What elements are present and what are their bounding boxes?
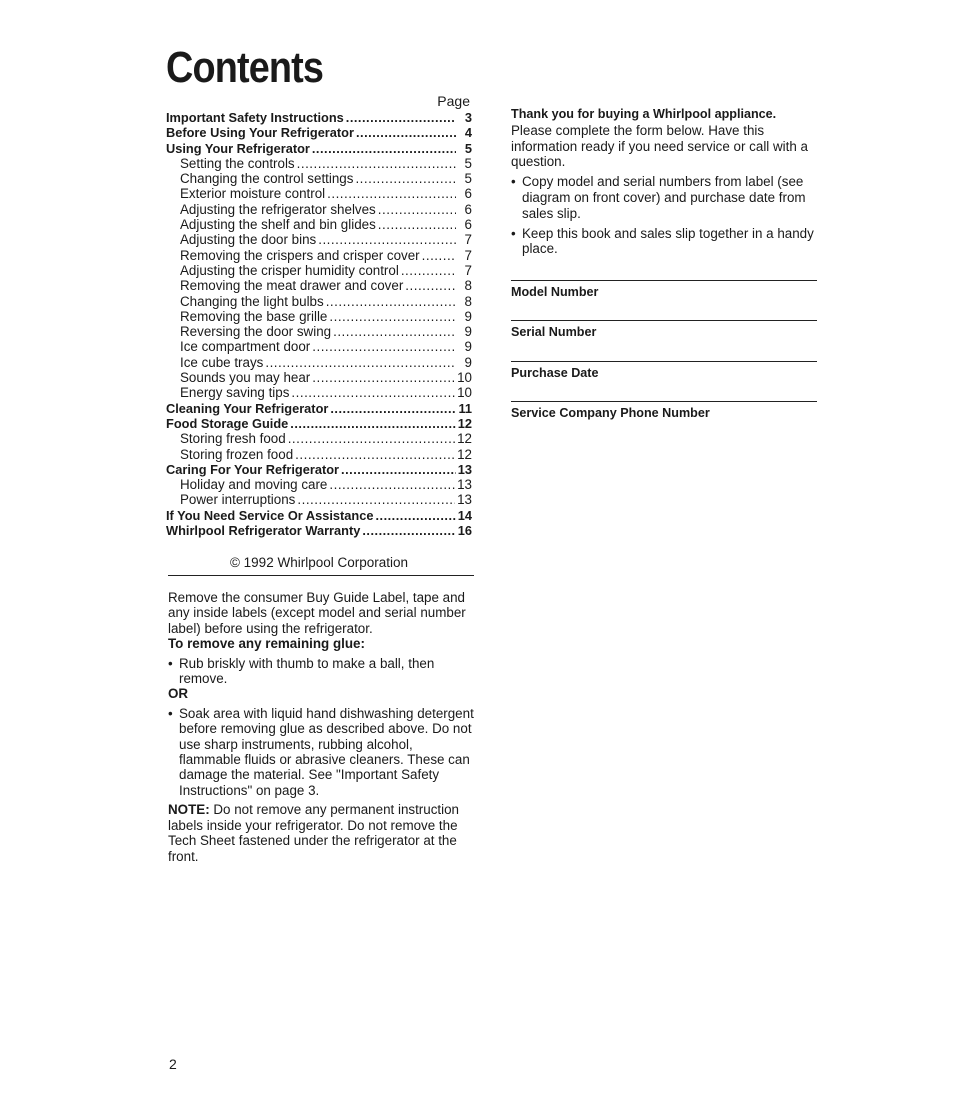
toc-entry-page: 16 [457,523,472,539]
toc-leader-dots [355,171,456,186]
toc-entry-label: Power interruptions [180,492,296,508]
toc-leader-dots [333,324,456,339]
or-label: OR [168,686,189,702]
purchase-date-label: Purchase Date [511,366,599,380]
toc-leader-dots [329,477,455,492]
toc-entry-label: Food Storage Guide [166,415,289,431]
note-paragraph [168,802,478,864]
toc-entry-page: 11 [458,400,472,416]
toc-leader-dots [346,110,456,125]
field-rule [511,361,817,362]
toc-entry-page: 5 [464,140,472,156]
toc-leader-dots [341,462,456,477]
toc-leader-dots [378,217,456,232]
toc-leader-dots [327,186,456,201]
field-rule [511,401,817,402]
toc-entry-label: If You Need Service Or Assistance [166,507,374,523]
toc-entry-label: Storing fresh food [180,431,286,447]
toc-leader-dots [312,141,456,156]
toc-leader-dots [318,232,456,247]
toc-leader-dots [378,202,456,217]
toc-leader-dots [405,278,456,293]
toc-entry-label: Ice cube trays [180,354,264,370]
toc-leader-dots [290,416,455,431]
toc-entry-page: 7 [464,232,472,248]
toc-entry [166,523,472,538]
toc-entry-page: 6 [464,217,472,233]
toc-entry [166,401,472,416]
toc-leader-dots [297,156,456,171]
toc-entry [166,431,472,446]
bullet-text: Rub briskly with thumb to make a ball, then remove. [179,655,435,687]
field-rule [511,320,817,321]
toc-entry-label: Energy saving tips [180,385,290,401]
toc-leader-dots [295,447,455,462]
toc-entry [166,202,472,217]
toc-entry [166,171,472,186]
bullet-icon: • [511,225,516,241]
toc-leader-dots [362,523,455,538]
toc-entry-label: Adjusting the shelf and bin glides [180,217,376,233]
toc-entry-page: 13 [457,477,472,493]
note-label: NOTE: [168,802,210,818]
toc-entry-page: 4 [464,125,472,141]
toc-entry-page: 8 [464,278,472,294]
toc-entry [166,125,472,140]
note-text: Do not remove any permanent instruction labels inside your refrigerator. Do not remove the Tech Sheet fastened under the refrigerator at the front. [168,802,459,864]
toc-entry-label: Whirlpool Refrigerator Warranty [166,523,361,539]
toc-entry-page: 6 [464,201,472,217]
list-item [511,226,817,258]
toc-entry-page: 8 [464,293,472,309]
toc-entry [166,263,472,278]
label-removal-instructions [168,590,478,864]
toc-entry [166,447,472,462]
toc-entry-label: Removing the meat drawer and cover [180,278,404,294]
bullet-icon: • [168,655,173,671]
toc-entry [166,477,472,492]
toc-entry [166,186,472,201]
table-of-contents [166,92,472,538]
toc-leader-dots [330,401,456,416]
toc-entry-page: 7 [464,262,472,278]
model-number-label: Model Number [511,285,599,299]
bullet-text: Soak area with liquid hand dishwashing detergent before removing glue as described above. Do not use sharp instruments, rubbing alcohol, flammable fluids or abrasive cleaners. These can damage the material. See "Important Safety Instructions" on page 3. [179,705,474,798]
field-rule [511,280,817,281]
toc-entry-label: Reversing the door swing [180,324,332,340]
toc-entry [166,278,472,293]
toc-leader-dots [375,508,455,523]
toc-entry-page: 13 [457,492,472,508]
toc-leader-dots [356,125,456,140]
toc-entry-page: 12 [457,446,472,462]
toc-entry [166,508,472,523]
list-item [168,706,478,798]
serial-number-field[interactable] [511,320,817,339]
toc-entry-page: 13 [457,461,472,477]
service-phone-label: Service Company Phone Number [511,406,710,420]
toc-entry-label: Changing the light bulbs [180,293,324,309]
toc-page-header: Page [437,93,470,109]
toc-entry-page: 12 [457,431,472,447]
toc-entry-page: 9 [464,354,472,370]
toc-entry-label: Holiday and moving care [180,477,328,493]
toc-entry-label: Storing frozen food [180,446,294,462]
purchase-date-field[interactable] [511,361,817,380]
bullet-text: Copy model and serial numbers from label (see diagram on front cover) and purchase date from sales slip. [522,174,806,221]
toc-leader-dots [326,294,456,309]
toc-entry-label: Using Your Refrigerator [166,140,310,156]
toc-entry-label: Removing the base grille [180,308,328,324]
toc-entry [166,141,472,156]
toc-entry [166,217,472,232]
toc-entry [166,156,472,171]
list-item [511,174,817,221]
glue-heading: To remove any remaining glue: [168,636,365,652]
toc-entry [166,462,472,477]
toc-entry [166,385,472,400]
toc-entry-label: Adjusting the refrigerator shelves [180,201,376,217]
toc-entry [166,492,472,507]
toc-entry-label: Setting the controls [180,155,295,171]
toc-entry [166,416,472,431]
bullet-icon: • [511,174,516,190]
toc-entry [166,339,472,354]
service-phone-field[interactable] [511,401,817,420]
toc-entry-page: 12 [457,415,472,431]
toc-entry-label: Changing the control settings [180,171,354,187]
toc-entry-page: 14 [457,507,472,523]
toc-leader-dots [265,355,456,370]
toc-entry-page: 6 [464,186,472,202]
bullet-icon: • [168,705,173,721]
list-item [168,656,478,687]
toc-entry-page: 9 [464,324,472,340]
page-number: 2 [169,1056,177,1072]
toc-entry [166,370,472,385]
toc-entry-label: Sounds you may hear [180,370,311,386]
toc-leader-dots [288,431,455,446]
toc-entry [166,232,472,247]
intro-paragraph: Remove the consumer Buy Guide Label, tape and any inside labels (except model and serial number label) before using the refrigerator. [168,590,466,636]
thank-you-section [511,107,817,257]
toc-entry-label: Cleaning Your Refrigerator [166,400,329,416]
toc-entry [166,309,472,324]
toc-entry-page: 9 [464,339,472,355]
copyright-notice: © 1992 Whirlpool Corporation [229,555,409,570]
toc-leader-dots [291,385,455,400]
thank-you-intro: Please complete the form below. Have this information ready if you need service or call with a question. [511,122,808,170]
toc-leader-dots [297,492,455,507]
serial-number-label: Serial Number [511,325,597,339]
toc-entry-label: Removing the crispers and crisper cover [180,247,420,263]
toc-entry-label: Exterior moisture control [180,186,326,202]
toc-entry-page: 10 [457,370,472,386]
toc-entry-label: Adjusting the door bins [180,232,317,248]
toc-entry-page: 9 [464,308,472,324]
toc-entry-label: Ice compartment door [180,339,311,355]
bullet-text: Keep this book and sales slip together in a handy place. [522,225,814,257]
toc-entry-page: 5 [464,155,472,171]
toc-entry-label: Caring For Your Refrigerator [166,461,340,477]
toc-entry-page: 7 [464,247,472,263]
toc-entry [166,324,472,339]
toc-entry-page: 5 [464,171,472,187]
toc-entry [166,355,472,370]
toc-list [166,110,472,538]
toc-entry [166,248,472,263]
toc-entry-page: 3 [464,110,472,125]
toc-leader-dots [329,309,456,324]
divider-rule [168,575,474,576]
toc-entry [166,294,472,309]
toc-leader-dots [312,370,455,385]
toc-entry-label: Adjusting the crisper humidity control [180,262,399,278]
toc-leader-dots [401,263,456,278]
thank-you-heading: Thank you for buying a Whirlpool appliance. [511,107,777,121]
toc-entry-label: Before Using Your Refrigerator [166,125,354,141]
toc-entry-label: Important Safety Instructions [166,110,344,125]
toc-leader-dots [422,248,456,263]
model-number-field[interactable] [511,280,817,299]
toc-entry-page: 10 [457,385,472,401]
toc-leader-dots [312,339,456,354]
toc-entry [166,110,472,125]
page-title: Contents [166,43,324,92]
